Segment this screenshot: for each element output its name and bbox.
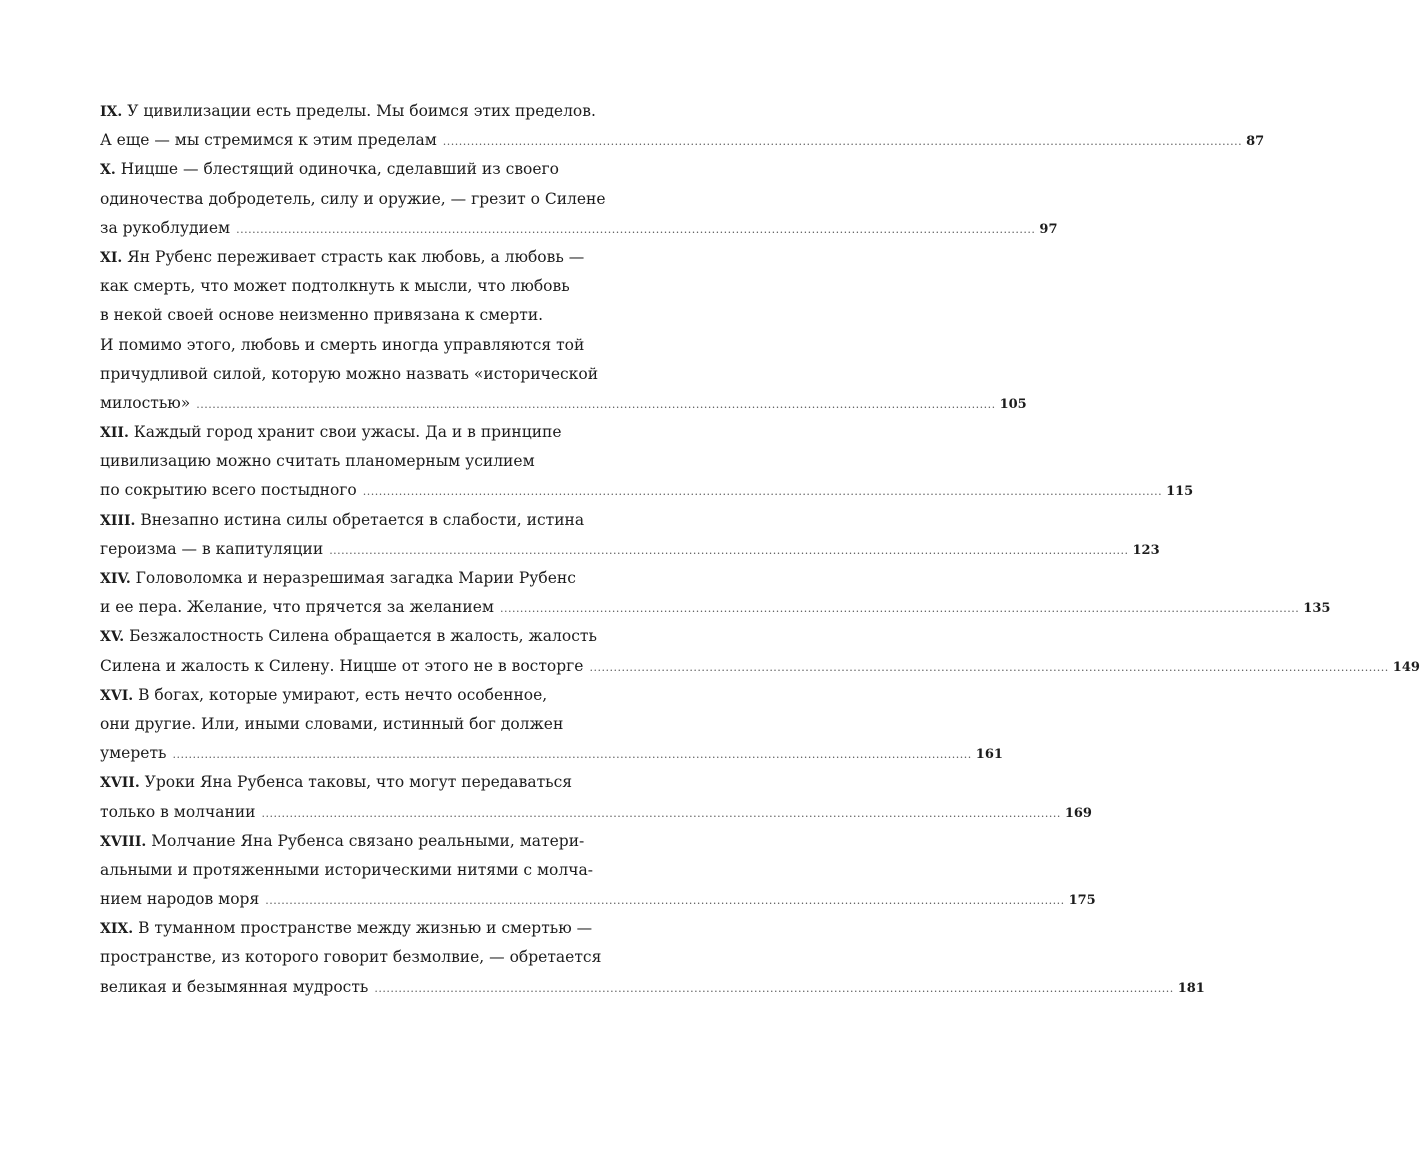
toc-line <box>100 418 668 447</box>
entry-text: нием народов моря <box>100 890 260 909</box>
toc-last-line <box>100 389 1027 418</box>
page-number: 169 <box>1064 805 1092 821</box>
toc-line <box>100 331 668 360</box>
leader-dots: ........................................................................................................................................................................................................ <box>362 485 1163 499</box>
entry-text: Безжалостность Силена обращается в жалость, жалость <box>129 627 597 646</box>
toc-entry <box>100 681 1003 769</box>
chapter-numeral: XII. <box>100 425 129 442</box>
entry-text: В туманном пространстве между жизнью и смертью — <box>138 919 593 938</box>
toc-last-line <box>100 535 1160 564</box>
table-of-contents <box>100 97 1420 1002</box>
chapter-numeral: XVI. <box>100 687 134 704</box>
toc-entry <box>100 827 1096 915</box>
entry-text: великая и безымянная мудрость <box>100 977 369 996</box>
toc-last-line <box>100 973 1205 1002</box>
toc-line <box>100 914 668 943</box>
entry-text: милостью» <box>100 393 191 412</box>
chapter-numeral: XIV. <box>100 571 131 587</box>
entry-text: умереть <box>100 744 167 763</box>
chapter-numeral: XVIII. <box>100 833 147 850</box>
entry-text: как смерть, что может подтолкнуть к мысли, что любовь <box>100 277 570 296</box>
toc-last-line <box>100 885 1096 914</box>
chapter-numeral: XIX. <box>100 921 134 938</box>
page-number: 135 <box>1303 601 1331 617</box>
entry-text: только в молчании <box>100 802 256 821</box>
entry-text: цивилизацию можно считать планомерным усилием <box>100 452 535 471</box>
page-number: 97 <box>1039 221 1058 237</box>
toc-last-line <box>100 798 1092 827</box>
leader-dots: ........................................................................................................................................................................................................ <box>172 748 972 762</box>
leader-dots: ........................................................................................................................................................................................................ <box>329 543 1129 557</box>
toc-line <box>100 506 668 535</box>
chapter-numeral: XIII. <box>100 512 136 529</box>
page-number: 123 <box>1132 542 1160 558</box>
leader-dots: ........................................................................................................................................................................................................ <box>442 135 1243 149</box>
entry-text: А еще — мы стремимся к этим пределам <box>100 131 437 150</box>
toc-last-line <box>100 126 1265 155</box>
toc-entry <box>100 914 1205 1002</box>
leader-dots: ........................................................................................................................................................................................................ <box>236 222 1036 236</box>
entry-text: одиночества добродетель, силу и оружие, — грезит о Силене <box>100 189 606 208</box>
page-number: 181 <box>1177 980 1205 996</box>
toc-line <box>100 564 668 593</box>
entry-text: Внезапно истина силы обретается в слабости, истина <box>140 510 585 529</box>
toc-line <box>100 681 668 710</box>
leader-dots: ........................................................................................................................................................................................................ <box>265 894 1065 908</box>
entry-text: И помимо этого, любовь и смерть иногда управляются той <box>100 335 585 354</box>
toc-line <box>100 856 668 885</box>
page-number: 105 <box>999 396 1027 412</box>
entry-text: в некой своей основе неизменно привязана к смерти. <box>100 306 544 325</box>
entry-text: пространстве, из которого говорит безмолвие, — обретается <box>100 948 602 967</box>
toc-line <box>100 301 668 330</box>
entry-text: Уроки Яна Рубенса таковы, что могут передаваться <box>144 773 573 792</box>
entry-text: альными и протяженными историческими нитями с молча- <box>100 860 593 879</box>
page-number: 161 <box>975 747 1003 763</box>
leader-dots: ........................................................................................................................................................................................................ <box>499 602 1300 616</box>
toc-entry <box>100 768 1092 826</box>
entry-text: В богах, которые умирают, есть нечто особенное, <box>138 685 548 704</box>
toc-line <box>100 710 668 739</box>
entry-text: У цивилизации есть пределы. Мы боимся этих пределов. <box>127 102 596 120</box>
toc-last-line <box>100 593 1331 622</box>
toc-last-line <box>100 214 1058 243</box>
toc-line <box>100 768 668 797</box>
toc-entry <box>100 564 1331 622</box>
entry-text: они другие. Или, иными словами, истинный бог должен <box>100 714 564 733</box>
page-number: 149 <box>1392 659 1420 675</box>
entry-text: Молчание Яна Рубенса связано реальными, матери- <box>151 831 585 850</box>
entry-text: и ее пера. Желание, что прячется за желанием <box>100 598 494 617</box>
toc-line <box>100 185 668 214</box>
toc-entry <box>100 418 1194 506</box>
toc-line <box>100 943 668 972</box>
leader-dots: ........................................................................................................................................................................................................ <box>261 806 1061 820</box>
toc-entry <box>100 97 1265 155</box>
toc-entry <box>100 622 1420 680</box>
toc-line <box>100 447 668 476</box>
toc-last-line <box>100 652 1420 681</box>
toc-entry <box>100 506 1160 564</box>
leader-dots: ........................................................................................................................................................................................................ <box>374 981 1174 995</box>
toc-line <box>100 97 668 126</box>
toc-line <box>100 272 668 301</box>
page-number: 175 <box>1068 893 1096 909</box>
page-number: 87 <box>1246 134 1265 150</box>
page-number: 115 <box>1166 484 1194 500</box>
entry-text: причудливой силой, которую можно назвать «исторической <box>100 364 599 383</box>
entry-text: по сокрытию всего постыдного <box>100 481 357 500</box>
chapter-numeral: XVII. <box>100 775 140 792</box>
toc-line <box>100 360 668 389</box>
toc-line <box>100 243 668 272</box>
entry-text: Ницше — блестящий одиночка, сделавший из своего <box>120 160 560 179</box>
entry-text: Каждый город хранит свои ужасы. Да и в принципе <box>133 423 562 442</box>
toc-entry <box>100 243 1027 418</box>
leader-dots: ........................................................................................................................................................................................................ <box>589 660 1389 674</box>
entry-text: за рукоблудием <box>100 218 231 237</box>
chapter-numeral: XI. <box>100 249 123 266</box>
toc-last-line <box>100 476 1194 505</box>
toc-entry <box>100 155 1058 243</box>
entry-text: Силена и жалость к Силену. Ницше от этого не в восторге <box>100 656 584 675</box>
chapter-numeral: IX. <box>100 104 123 120</box>
entry-text: героизма — в капитуляции <box>100 539 324 558</box>
toc-line <box>100 622 668 651</box>
chapter-numeral: XV. <box>100 629 125 646</box>
leader-dots: ........................................................................................................................................................................................................ <box>196 397 996 411</box>
toc-line <box>100 155 668 184</box>
entry-text: Ян Рубенс переживает страсть как любовь, а любовь — <box>127 247 585 266</box>
toc-line <box>100 827 668 856</box>
entry-text: Головоломка и неразрешимая загадка Марии Рубенс <box>135 569 576 587</box>
toc-last-line <box>100 739 1003 768</box>
chapter-numeral: X. <box>100 162 116 179</box>
